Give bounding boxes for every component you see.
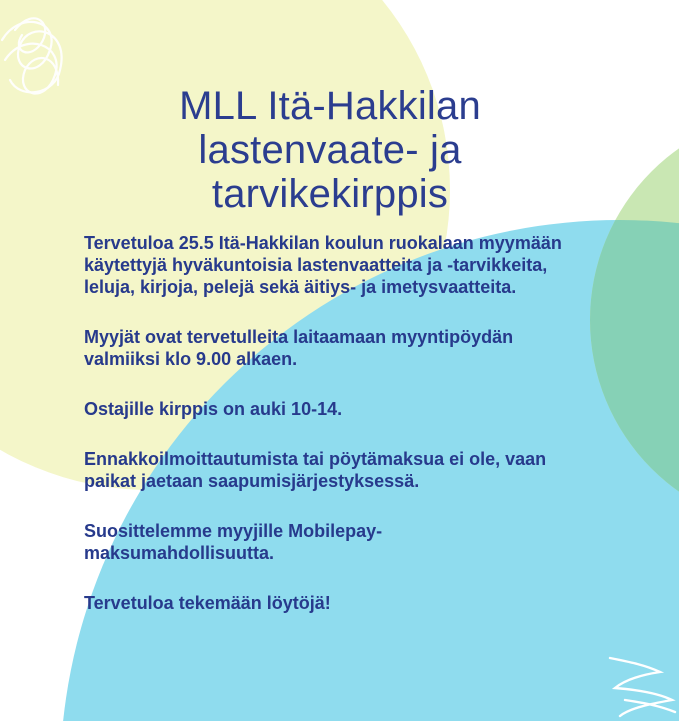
- title-line-2: lastenvaate- ja: [198, 128, 462, 172]
- title-line-3: tarvikekirppis: [211, 172, 449, 216]
- page-title: [150, 84, 510, 216]
- paragraph-closing: Tervetuloa tekemään löytöjä!: [84, 593, 331, 613]
- title-line-1: MLL Itä-Hakkilan: [179, 84, 481, 128]
- paragraph-opening-hours: Ostajille kirppis on auki 10-14.: [84, 399, 343, 419]
- paragraph-mobilepay: Suosittelemme myyjille Mobilepay-maksumahdollisuutta.: [84, 521, 383, 563]
- paragraph-sellers: Myyjät ovat tervetulleita laitaamaan myyntipöydän valmiiksi klo 9.00 alkaen.: [84, 327, 514, 369]
- announcement-body: [84, 232, 564, 642]
- paragraph-no-fee: Ennakkoilmoittautumista tai pöytämaksua ei ole, vaan paikat jaetaan saapumisjärjestyksessä.: [84, 449, 547, 491]
- paragraph-welcome: Tervetuloa 25.5 Itä-Hakkilan koulun ruokalaan myymään käytettyjä hyväkuntoisia lastenvaatteita ja -tarvikkeita, leluja, kirjoja, pelejä sekä äitiys- ja imetysvaatteita.: [84, 233, 562, 297]
